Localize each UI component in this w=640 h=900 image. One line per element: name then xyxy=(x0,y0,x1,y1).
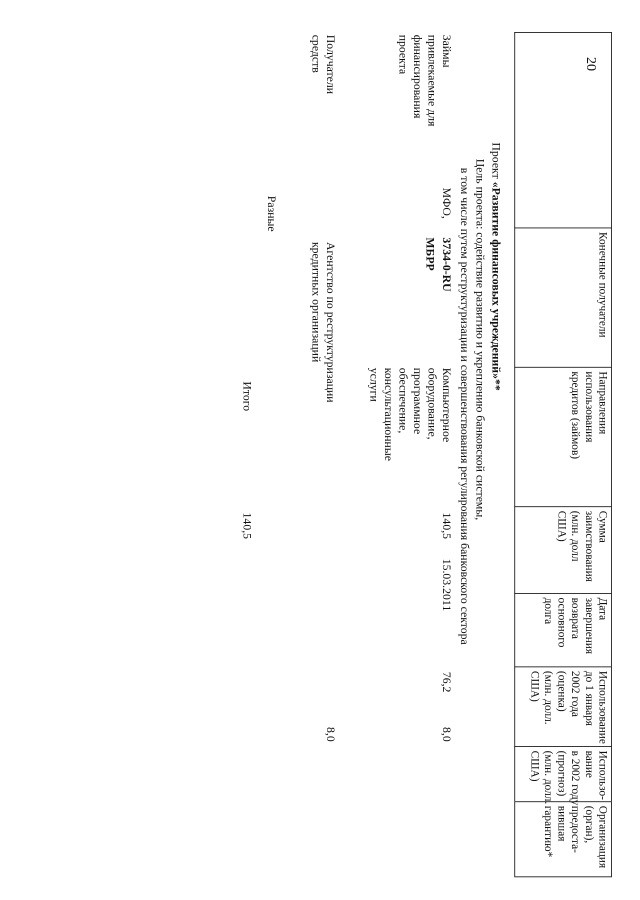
header-end-date xyxy=(514,593,612,666)
header-line: (прогноз) xyxy=(555,750,569,797)
project-name: «Развитие финансовых учреждений»** xyxy=(489,181,504,391)
loans-label-line: проекта xyxy=(396,34,411,75)
project-goal-line2: в том числе путем реструктуризации и совершенствования регулирования банковского сектора xyxy=(458,167,472,645)
header-line: долга xyxy=(542,597,555,625)
project-prefix: Проект xyxy=(489,142,504,182)
recipients-label-line: Получатели xyxy=(324,34,338,95)
recipients-label xyxy=(309,35,338,94)
loans-label xyxy=(396,35,454,127)
directions-line: консультационные xyxy=(382,367,396,461)
table-header-row xyxy=(514,32,612,869)
header-line: гарантию* xyxy=(542,805,555,858)
header-line: предоста- xyxy=(569,805,583,853)
loans-label-line: привлекаемые для xyxy=(425,34,440,127)
misc-recipients: Разные xyxy=(265,195,279,232)
header-used-before-2002 xyxy=(514,666,612,746)
page-number: 20 xyxy=(583,57,598,71)
agency-line: кредитных организаций xyxy=(309,241,324,363)
header-amount xyxy=(514,506,612,593)
directions-line: Компьютерное xyxy=(440,367,454,443)
header-line: Использо- xyxy=(596,750,610,800)
header-line: Организация xyxy=(596,805,610,869)
directions-line: оборудование, xyxy=(425,367,440,440)
header-line: США) xyxy=(528,750,542,782)
project-title xyxy=(489,142,503,390)
total-label: Итого xyxy=(240,381,255,412)
header-line: 2002 года xyxy=(569,670,583,717)
loans-label-line: финансирования xyxy=(411,34,425,119)
header-line: США) xyxy=(555,510,569,542)
loans-used-2002: 8,0 xyxy=(440,727,454,742)
directions-line: услуги xyxy=(367,367,382,402)
loans-code: 3734-0-RU xyxy=(440,237,454,292)
header-used-2002 xyxy=(514,746,612,806)
header-line: (орган), xyxy=(583,805,596,844)
loans-bank: МБРР xyxy=(423,237,438,271)
header-line: вание xyxy=(583,750,596,778)
project-goal-line1: Цель проекта: содействие развитию и укреплению банковской системы, xyxy=(473,158,488,521)
header-line: основного xyxy=(555,597,569,648)
loans-mfo: МФО, xyxy=(440,187,454,219)
guarantor-header-wrap xyxy=(514,801,612,882)
header-line: использования xyxy=(583,371,596,443)
loans-directions xyxy=(367,368,454,461)
directions-line: обеспечение, xyxy=(396,367,411,434)
header-line: Использование xyxy=(596,670,610,744)
loans-amount: 140,5 xyxy=(440,512,454,540)
table-frame xyxy=(514,32,612,227)
header-line: заимствования xyxy=(583,510,596,582)
loans-used-before: 76,2 xyxy=(440,671,454,693)
header-line: США) xyxy=(528,670,542,702)
header-line: до 1 января xyxy=(583,670,596,726)
header-recipients xyxy=(514,227,612,366)
header-line: (млн. долл. xyxy=(542,670,555,725)
agency-line: Агентство по реструктуризации xyxy=(324,241,338,403)
header-line: Сумма xyxy=(596,510,610,543)
header-line: завершения xyxy=(583,597,596,655)
header-line: кредитов (займов) xyxy=(569,371,583,460)
header-line: вившая xyxy=(555,805,569,842)
total-amount: 140,5 xyxy=(240,512,255,540)
agency-used-2002: 8,0 xyxy=(324,727,338,742)
loans-end-date: 15.03.2011 xyxy=(440,558,454,612)
rotated-page xyxy=(105,32,612,869)
header-line: в 2002 году xyxy=(569,750,583,806)
directions-line: программное xyxy=(411,367,425,435)
header-line: (млн. долл xyxy=(569,510,583,562)
header-line: (оценка) xyxy=(555,670,569,712)
header-line: возврата xyxy=(569,597,583,639)
loans-label-line: Займы xyxy=(440,34,454,68)
recipients-label-line: средств xyxy=(309,34,324,73)
header-line: Дата xyxy=(596,597,610,621)
header-line: Направления xyxy=(596,371,610,435)
header-line: Конечные получатели xyxy=(596,232,610,338)
recipients-agency xyxy=(309,242,338,403)
header-directions xyxy=(514,367,612,506)
header-line: (млн. долл. xyxy=(542,750,555,805)
